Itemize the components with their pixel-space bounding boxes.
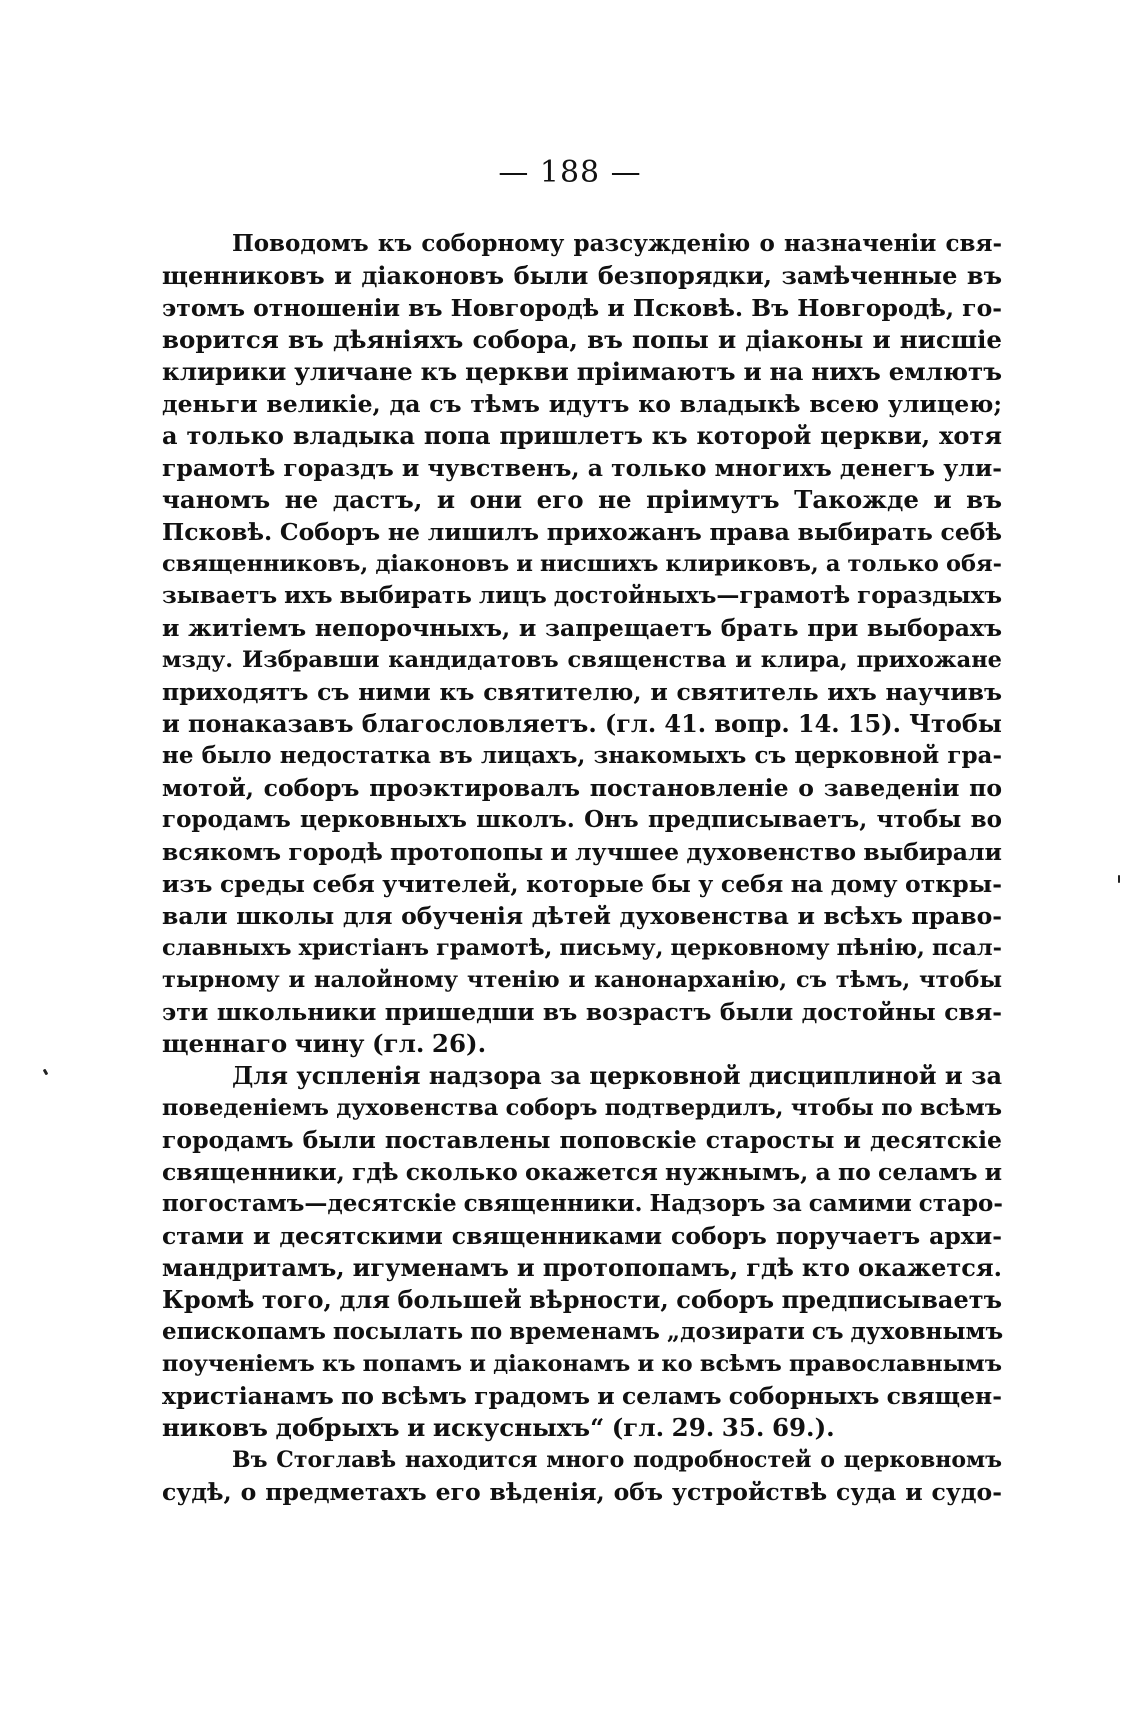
- text-line: мотой, соборъ проэктировалъ постановленіе о заведеніи по: [162, 774, 1002, 802]
- text-line: зываетъ ихъ выбирать лицъ достойныхъ—грамотѣ гораздыхъ: [162, 582, 1003, 609]
- text-line: и житіемъ непорочныхъ, и запрещаетъ брать при выборахъ: [162, 614, 1002, 642]
- text-line: чаномъ не дастъ, и они его не пріимутъ Такожде и въ: [162, 485, 1002, 514]
- text-line: и понаказавъ благословляетъ. (гл. 41. вопр. 14. 15). Чтобы: [162, 709, 1002, 738]
- text-line: изъ среды себя учителей, которые бы у себя на дому откры-: [162, 870, 1002, 898]
- page-number: — 188 —: [498, 155, 642, 190]
- text-line: а только владыка попа пришлетъ къ которой церкви, хотя: [162, 421, 1002, 450]
- text-line: ворится въ дѣяніяхъ собора, въ попы и діаконы и нисшіе: [162, 325, 1002, 354]
- text-line: вали школы для обученія дѣтей духовенства и всѣхъ право-: [162, 902, 1002, 930]
- text-line: Въ Стоглавѣ находится много подробностей о церковномъ: [232, 1447, 1002, 1473]
- text-line: Поводомъ къ соборному разсужденію о назначеніи свя-: [232, 230, 1002, 257]
- text-line: мзду. Избравши кандидатовъ священства и клира, прихожане: [162, 647, 1002, 673]
- text-line: священниковъ, діаконовъ и нисшихъ клириковъ, а только обя-: [162, 551, 1002, 577]
- text-line: этомъ отношеніи въ Новгородѣ и Псковѣ. Въ Новгородѣ, го-: [162, 294, 1002, 322]
- text-line: тырному и налойному чтенію и канонарханію, съ тѣмъ, чтобы: [162, 967, 1002, 993]
- text-line: щенниковъ и діаконовъ были безпорядки, замѣченные въ: [162, 261, 1002, 290]
- text-line: не было недостатка въ лицахъ, знакомыхъ съ церковной гра-: [162, 742, 1002, 769]
- text-line: священники, гдѣ сколько окажется нужнымъ, а по селамъ и: [162, 1158, 1003, 1186]
- text-line: судѣ, о предметахъ его вѣденія, объ устройствѣ суда и судо-: [162, 1478, 1002, 1506]
- text-line: эти школьники пришедши въ возрастъ были достойны свя-: [162, 998, 1002, 1026]
- text-line: клирики уличане къ церкви пріимаютъ и на нихъ емлютъ: [162, 357, 1002, 386]
- text-line: славныхъ христіанъ грамотѣ, письму, церковному пѣнію, псал-: [162, 935, 1002, 961]
- text-line: всякомъ городѣ протопопы и лучшее духовенство выбирали: [162, 838, 1002, 866]
- text-line: Кромѣ того, для большей вѣрности, соборъ предписываетъ: [162, 1285, 1002, 1314]
- text-line: епископамъ посылать по временамъ „дозирати съ духовнымъ: [162, 1318, 1004, 1345]
- text-line: погостамъ—десятскіе священники. Надзоръ за самими старо-: [162, 1190, 1003, 1217]
- text-line: Псковѣ. Соборъ не лишилъ прихожанъ права выбирать себѣ: [162, 518, 1002, 546]
- text-line: поведеніемъ духовенства соборъ подтвердилъ, чтобы по всѣмъ: [162, 1095, 1002, 1121]
- text-line: приходятъ съ ними къ святителю, и святитель ихъ научивъ: [162, 678, 1002, 706]
- scan-speck: [1118, 875, 1120, 883]
- scan-speck: [43, 1069, 49, 1076]
- text-line: мандритамъ, игуменамъ и протопопамъ, гдѣ кто окажется.: [162, 1253, 1002, 1282]
- text-line: городамъ были поставлены поповскіе старосты и десятскіе: [162, 1126, 1002, 1154]
- text-line: городамъ церковныхъ школъ. Онъ предписываетъ, чтобы во: [162, 806, 1002, 833]
- text-line: Для успленія надзора за церковной дисциплиной и за: [232, 1061, 1002, 1090]
- text-line: грамотѣ гораздъ и чувственъ, а только многихъ денегъ ули-: [162, 454, 1002, 482]
- text-line: никовъ добрыхъ и искусныхъ“ (гл. 29. 35. 69.).: [162, 1413, 835, 1442]
- text-line: стами и десятскими священниками соборъ поручаетъ архи-: [162, 1222, 1002, 1250]
- text-line: щеннаго чину (гл. 26).: [162, 1029, 487, 1058]
- text-line: поученіемъ къ попамъ и діаконамъ и ко всѣмъ православнымъ: [162, 1351, 1002, 1377]
- text-line: христіанамъ по всѣмъ градомъ и селамъ соборныхъ священ-: [162, 1382, 1002, 1410]
- text-line: деньги великіе, да съ тѣмъ идутъ ко владыкѣ всею улицею;: [162, 390, 1002, 418]
